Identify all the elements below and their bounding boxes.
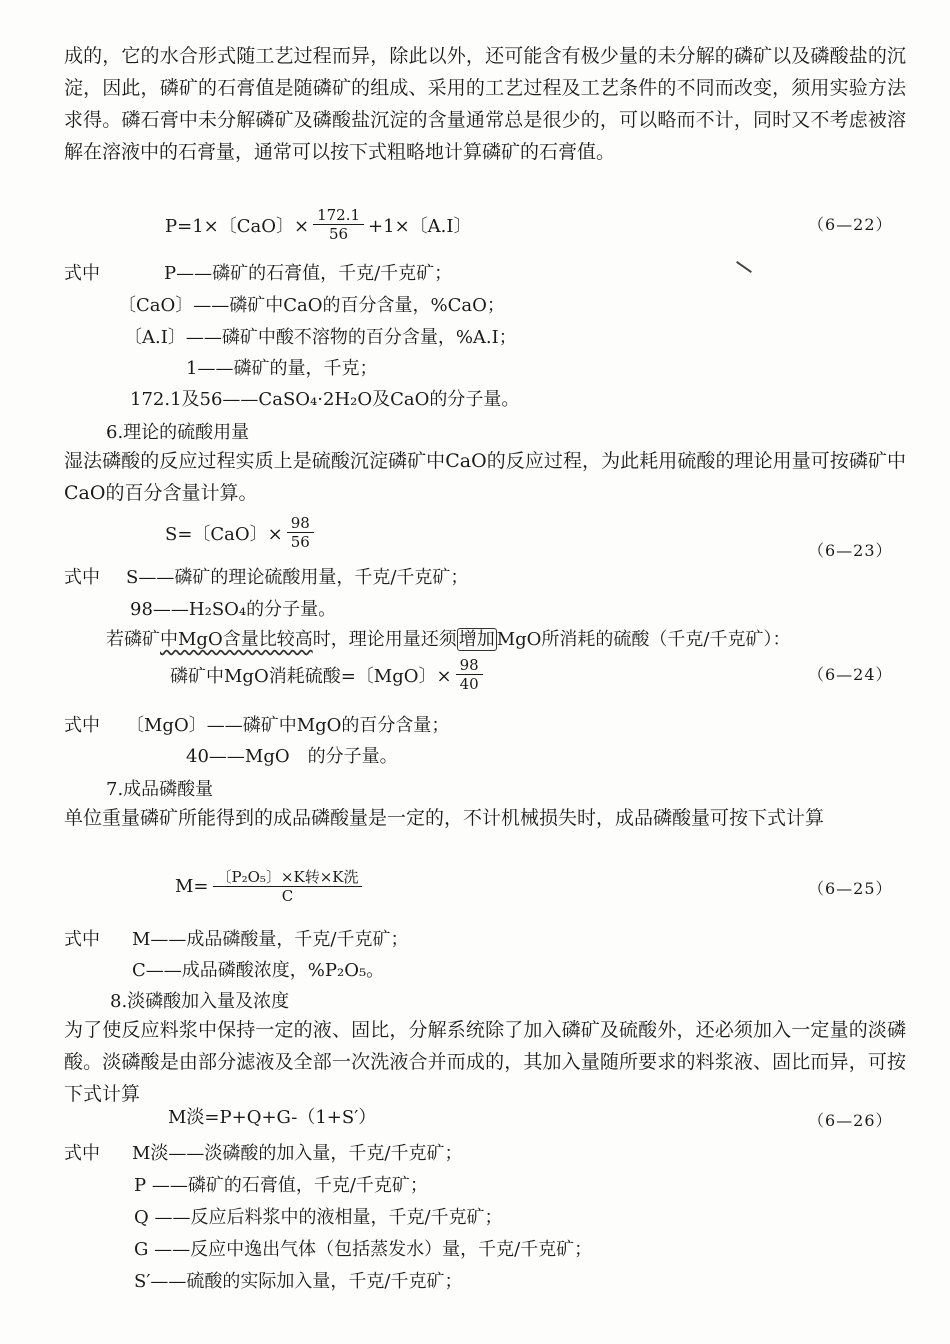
eq22-def-one: 1——磷矿的量，千克； bbox=[186, 358, 378, 379]
mgo-note bbox=[106, 628, 791, 652]
eq26-shizhong: 式中 bbox=[64, 1143, 100, 1164]
equation-6-23 bbox=[165, 514, 318, 551]
eq23-numerator: 98 bbox=[287, 514, 314, 533]
eq22-def-cao: 〔CaO〕——磷矿中CaO的百分含量，%CaO； bbox=[118, 295, 505, 316]
section-7-paragraph: 单位重量磷矿所能得到的成品磷酸量是一定的，不计机械损失时，成品磷酸量可按下式计算 bbox=[64, 807, 825, 829]
eq24-def-mgo: 〔MgO〕——磷矿中MgO的百分含量； bbox=[126, 715, 450, 736]
eq24-number: （6—24） bbox=[808, 665, 893, 684]
section-6-title: 6.理论的硫酸用量 bbox=[106, 422, 250, 443]
eq26-number: （6—26） bbox=[808, 1111, 893, 1130]
eq24-fraction bbox=[456, 656, 483, 693]
eq23-denominator: 56 bbox=[290, 533, 310, 551]
eq22-def-ai: 〔A.I〕——磷矿中酸不溶物的百分含量，%A.I； bbox=[124, 327, 517, 348]
equation-6-22 bbox=[165, 206, 471, 243]
eq25-lhs: M= bbox=[175, 876, 209, 897]
eq23-number: （6—23） bbox=[808, 541, 893, 560]
eq23-fraction bbox=[287, 514, 314, 551]
eq22-number: （6—22） bbox=[808, 215, 893, 234]
eq25-numerator: 〔P₂O₅〕×K转×K洗 bbox=[213, 868, 363, 887]
eq26-def-g: G ——反应中逸出气体（包括蒸发水）量，千克/千克矿； bbox=[134, 1239, 593, 1260]
eq23-shizhong: 式中 bbox=[64, 567, 100, 588]
section-6-paragraph: 湿法磷酸的反应过程实质上是硫酸沉淀磷矿中CaO的反应过程，为此耗用硫酸的理论用量可按磷矿中CaO的百分含量计算。 bbox=[64, 450, 906, 504]
eq25-denominator: C bbox=[281, 887, 294, 905]
pen-mark bbox=[736, 261, 752, 273]
mgo-note-underlined: 中MgO含量比较高 bbox=[160, 629, 313, 650]
mgo-note-boxed: 增加 bbox=[458, 629, 495, 650]
eq23-def-s: S——磷矿的理论硫酸用量，千克/千克矿； bbox=[126, 567, 469, 588]
eq26-def-mdan: M淡——淡磷酸的加入量，千克/千克矿； bbox=[132, 1143, 463, 1164]
eq22-shizhong: 式中 bbox=[64, 263, 100, 284]
eq23-lhs: S=〔CaO〕× bbox=[165, 523, 283, 545]
eq22-denominator: 56 bbox=[329, 225, 349, 243]
mgo-note-part5: MgO所消耗的硫酸（千克/千克矿）： bbox=[496, 629, 791, 650]
eq22-rhs: +1×〔A.I〕 bbox=[368, 215, 472, 237]
eq24-numerator: 98 bbox=[456, 656, 483, 675]
eq23-def-h2so4: 98——H₂SO₄的分子量。 bbox=[130, 599, 337, 620]
equation-6-25 bbox=[175, 868, 366, 905]
section-8-title: 8.淡磷酸加入量及浓度 bbox=[110, 991, 290, 1012]
section-8-paragraph: 为了使反应料浆中保持一定的液、固比，分解系统除了加入磷矿及硫酸外，还必须加入一定量的淡磷酸。淡磷酸是由部分滤液及全部一次洗液合并而成的，其加入量随所要求的料浆液、固比而异，可按下式计算 bbox=[64, 1019, 906, 1105]
eq26-def-p: P ——磷矿的石膏值，千克/千克矿； bbox=[134, 1175, 428, 1196]
eq22-def-molar: 172.1及56——CaSO₄·2H₂O及CaO的分子量。 bbox=[130, 389, 520, 410]
eq26-def-s-prime: S′——硫酸的实际加入量，千克/千克矿； bbox=[134, 1271, 463, 1292]
eq24-def-molar: 40——MgO 的分子量。 bbox=[186, 746, 398, 767]
eq25-def-m: M——成品磷酸量，千克/千克矿； bbox=[132, 929, 409, 950]
eq25-fraction bbox=[213, 868, 363, 905]
section-7-title: 7.成品磷酸量 bbox=[106, 779, 214, 800]
mgo-note-part1: 若磷矿 bbox=[106, 629, 160, 650]
eq24-denominator: 40 bbox=[459, 675, 479, 693]
equation-6-24 bbox=[170, 656, 487, 693]
intro-paragraph: 成的，它的水合形式随工艺过程而异，除此以外，还可能含有极少量的未分解的磷矿以及磷酸盐的沉淀，因此，磷矿的石膏值是随磷矿的组成、采用的工艺过程及工艺条件的不同而改变，须用实验方法求得。磷石膏中未分解磷矿及磷酸盐沉淀的含量通常总是很少的，可以略而不计，同时又不考虑被溶解在溶液中的石膏量，通常可以按下式粗略地计算磷矿的石膏值。 bbox=[64, 45, 906, 163]
eq22-numerator: 172.1 bbox=[313, 206, 364, 225]
eq24-lhs: 磷矿中MgO消耗硫酸=〔MgO〕× bbox=[170, 665, 452, 687]
eq25-number: （6—25） bbox=[808, 879, 893, 898]
mgo-note-part3: 时，理论用量还须 bbox=[312, 629, 457, 650]
eq24-shizhong: 式中 bbox=[64, 715, 100, 736]
eq22-fraction bbox=[313, 206, 364, 243]
eq25-shizhong: 式中 bbox=[64, 929, 100, 950]
eq25-def-c: C——成品磷酸浓度，%P₂O₅。 bbox=[132, 960, 385, 981]
eq22-lhs: P=1×〔CaO〕× bbox=[165, 215, 310, 237]
eq26-def-q: Q ——反应后料浆中的液相量，千克/千克矿； bbox=[134, 1207, 503, 1228]
equation-6-26: M淡=P+Q+G-（1+S′） bbox=[168, 1107, 377, 1128]
eq22-def-p: P——磷矿的石膏值，千克/千克矿； bbox=[164, 263, 453, 284]
